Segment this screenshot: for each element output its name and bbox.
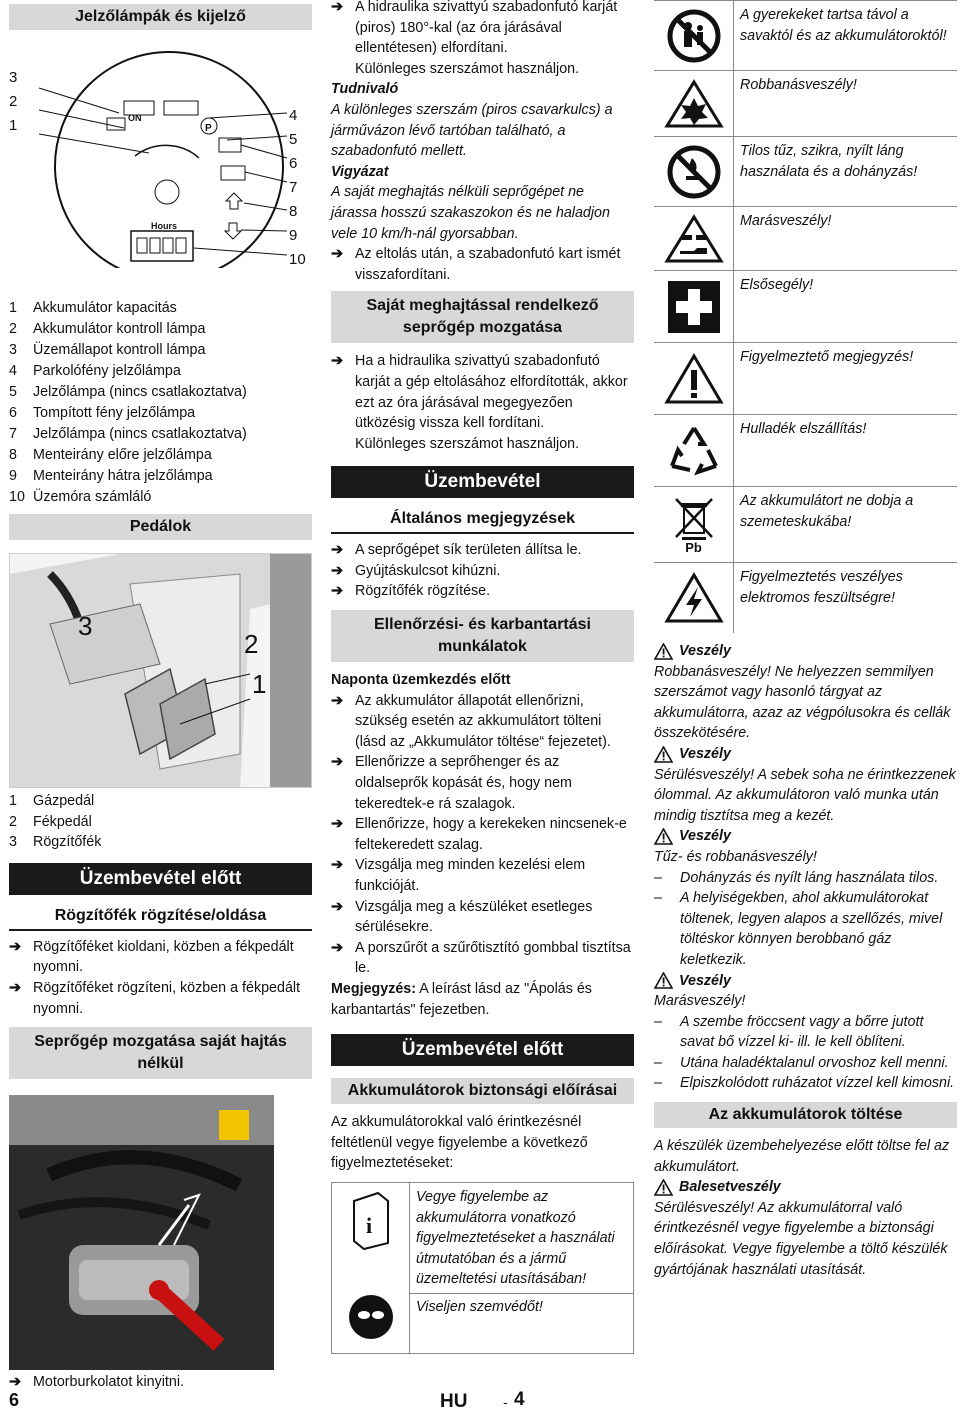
battery-notice-box (331, 1182, 634, 1354)
label-9: 9 (289, 227, 298, 244)
arrow-icon: ➔ (331, 754, 343, 771)
list-item: ➔ Rögzítőfék rögzítése. (331, 581, 634, 602)
label-7: 7 (289, 179, 298, 196)
symbol-row: Tilos tűz, szikra, nyílt láng használata és a dohányzás! (654, 137, 957, 207)
no-fire-icon (654, 137, 734, 206)
high-voltage-icon (654, 563, 734, 633)
column-2 (331, 0, 634, 1354)
section-title-charging: Az akkumulátorok töltése (654, 1102, 957, 1128)
section-title-pedals: Pedálok (9, 514, 312, 540)
symbol-row: Robbanásveszély! (654, 71, 957, 137)
list-item: 8 Menteirány előre jelzőlámpa (9, 447, 212, 463)
footer (0, 1390, 960, 1414)
warning-triangle-icon (654, 643, 673, 660)
list-item: ➔ Vizsgálja meg a készüléket esetleges sérülésekre. (331, 898, 593, 936)
list-item: 1 Akkumulátor kapacitás (9, 300, 177, 316)
list-item: ➔ Motorburkolatot kinyitni. (9, 1372, 312, 1393)
corrosive-icon (654, 207, 734, 270)
arrow-icon: ➔ (331, 816, 343, 833)
motor-photo (9, 1095, 274, 1370)
list-item: – Utána haladéktalanul orvoshoz kell menni. (654, 1054, 949, 1071)
arrow-icon: ➔ (331, 939, 343, 956)
step-note: Különleges szerszámot használjon. (355, 60, 580, 77)
notice-label: Tudnivaló (331, 81, 399, 98)
symbol-row: Figyelmeztető megjegyzés! (654, 343, 957, 415)
list-item: ➔ Ellenőrizze a seprőhenger és az oldalseprők kopását és, hogy nem tekeredtek-e rá szalagok. (331, 754, 572, 812)
motor-photo-drawing (9, 1095, 274, 1370)
label-6: 6 (289, 155, 298, 172)
list-item: 6 Tompított fény jelzőlámpa (9, 405, 196, 421)
symbol-row: A gyerekeket tartsa távol a savaktól és az akkumulátoroktól! (654, 1, 957, 71)
list-item: 9 Menteirány hátra jelzőlámpa (9, 468, 213, 484)
list-item: – Elpiszkolódott ruházatot vízzel kell kimosni. (654, 1075, 955, 1092)
list-item: 10 Üzemóra számláló (9, 489, 152, 505)
label-2: 2 (9, 93, 18, 110)
panel-labels-right (289, 104, 306, 272)
recycling-icon (654, 415, 734, 486)
list-item: ➔ Rögzítőféket kioldani, közben a fékpedált nyomni. (9, 938, 294, 976)
label-1: 1 (9, 117, 18, 134)
list-item: 3 Rögzítőfék (9, 834, 102, 851)
pb-label: Pb (685, 539, 702, 555)
danger-heading: Veszély (654, 641, 957, 662)
page-number: 6 (9, 1390, 20, 1410)
accident-heading: Balesetveszély (654, 1177, 957, 1198)
arrow-icon: ➔ (331, 898, 343, 915)
section-title-maintenance: Ellenőrzési- és karbantartási munkálatok (331, 610, 634, 662)
section-title-before-use-2: Üzembevétel előtt (331, 1034, 634, 1066)
arrow-icon: ➔ (9, 1374, 21, 1391)
section-title-self-drive: Saját meghajtással rendelkező seprőgép mozgatása (331, 291, 634, 343)
arrow-icon: ➔ (331, 0, 343, 15)
danger-heading: Veszély (654, 826, 957, 847)
hours-label: Hours (151, 221, 178, 231)
section-title-indicators: Jelzőlámpák és kijelző (9, 4, 312, 30)
caution-text: A saját meghajtás nélküli seprőgépet ne járassa hosszú szakaszokon és ne haladjon vele 10 km/h-nál gyorsabban. (331, 184, 610, 242)
section-title-battery-safety: Akkumulátorok biztonsági előírásai (331, 1078, 634, 1104)
arrow-icon: ➔ (331, 583, 343, 600)
list-item: – A szembe fröccsent vagy a bőrre jutott savat bő vízzel ki- ill. le kell öblíteni. (654, 1013, 924, 1051)
symbol-row: Pb Az akkumulátort ne dobja a szemeteskukába! (654, 487, 957, 563)
list-item: 2 Fékpedál (9, 813, 92, 830)
danger-text: Tűz- és robbanásveszély! (654, 848, 817, 865)
list-item: ➔ Az akkumulátor állapotát ellenőrizni, szükség esetén az akkumulátort tölteni (lásd az „Akkumulátor töltése“ fejezetet). (331, 692, 611, 750)
danger-text: Robbanásveszély! Ne helyezzen semmilyen szerszámot vagy hasonló tárgyat az akkumulátorra, azaz az végpólusokra és cellák összekötésére. (654, 663, 951, 742)
info-book-icon (332, 1183, 410, 1355)
section-title-move: Seprőgép mozgatása saját hajtás nélkül (9, 1027, 312, 1079)
symbol-row: Marásveszély! (654, 207, 957, 271)
notice-text: A különleges szerszám (piros csavarkulcs) a járművázon lévő tartóban található, a szabadonfutó mellett. (331, 101, 613, 160)
arrow-icon: ➔ (331, 353, 343, 370)
notice-texts: Vegye figyelembe az akkumulátorra vonatkozó figyelmeztetéseket a használati útmutatóban és a jármű üzemeltetési utasításában! Viseljen szemvédőt! (410, 1183, 633, 1353)
list-item: 5 Jelzőlámpa (nincs csatlakoztatva) (9, 384, 247, 400)
caution-label: Vigyázat (331, 163, 389, 180)
indicator-list (9, 298, 312, 508)
list-item: ➔ Rögzítőféket rögzíteni, közben a fékpedált nyomni. (9, 979, 301, 1017)
danger-heading: Veszély (654, 971, 957, 992)
warning-triangle-icon (654, 828, 673, 845)
list-item: ➔ A seprőgépet sík területen állítsa le. (331, 540, 634, 561)
symbol-row: Elsősegély! (654, 271, 957, 343)
list-item: ➔ Az eltolás után, a szabadonfutó kart ismét visszafordítani. (331, 246, 621, 283)
first-aid-icon (654, 271, 734, 342)
on-label: ON (128, 113, 142, 123)
list-item: – A helyiségekben, ahol akkumulátorokat töltenek, legyen alapos a szellőzés, mivel töltéskor könnyen berobbanó gáz keletkezik. (654, 890, 943, 968)
parking-icon: P (205, 123, 212, 134)
section-page-number: 4 (514, 1389, 525, 1410)
keep-children-away-icon (654, 1, 734, 70)
list-item: 3 Üzemállapot kontroll lámpa (9, 342, 206, 358)
warning-triangle-icon (654, 972, 673, 989)
section-title-operation: Üzembevétel (331, 466, 634, 498)
panel-labels-left (9, 66, 17, 138)
warning-icon (654, 343, 734, 414)
label-5: 5 (289, 131, 298, 148)
warning-triangle-icon (654, 1179, 673, 1196)
list-item: 1 Gázpedál (9, 793, 95, 809)
symbol-table (654, 0, 957, 633)
warning-triangle-icon (654, 746, 673, 763)
list-item: ➔ Ellenőrizze, hogy a kerekeken nincsenek-e feltekeredett szalag. (331, 816, 627, 853)
label-8: 8 (289, 203, 298, 220)
dashboard-figure (9, 38, 312, 268)
footer-separator: - (503, 1394, 508, 1410)
notice-icons (332, 1183, 410, 1353)
note: Megjegyzés: A leírást lásd az "Ápolás és karbantartás" fejezetben. (331, 980, 592, 1018)
list-item: 2 Akkumulátor kontroll lámpa (9, 321, 206, 337)
callout-3: 3 (78, 611, 93, 641)
charge-text: A készülék üzembehelyezése előtt töltse fel az akkumulátort. (654, 1138, 950, 1175)
arrow-icon: ➔ (331, 692, 343, 709)
subsection-parking-brake: Rögzítőfék rögzítése/oldása (9, 903, 312, 931)
column-1 (9, 0, 312, 1393)
section-title-before-use: Üzembevétel előtt (9, 863, 312, 895)
step-note: Különleges szerszámot használjon. (355, 435, 580, 452)
parking-brake-steps (9, 937, 312, 1019)
arrow-icon: ➔ (331, 246, 343, 263)
callout-1: 1 (252, 669, 267, 699)
list-item: ➔ Ha a hidraulika szivattyú szabadonfutó karját a gép eltolásához elfordították, akkor ezt az óra járásával megegyezően ütközésig vissza kell fordítani. (331, 353, 628, 432)
list-item: ➔ A porszűrőt a szűrőtisztító gombbal tisztítsa le. (331, 939, 631, 977)
list-item: ➔ A hidraulika szivattyú szabadonfutó karját (piros) 180°-kal (az óra járásával ellentétesen) elfordítani. (331, 0, 634, 59)
danger-text: Marásveszély! (654, 993, 746, 1010)
battery-intro: Az akkumulátorokkal való érintkezésnél feltétlenül vegye figyelembe a következő figyelmeztetéseket: (331, 1114, 588, 1172)
pedal-list (9, 791, 312, 853)
column-3 (654, 0, 957, 1280)
daily-label: Naponta üzemkezdés előtt (331, 672, 511, 689)
list-item: – Dohányzás és nyílt láng használata tilos. (654, 869, 939, 886)
arrow-icon: ➔ (331, 857, 343, 874)
explosion-icon (654, 71, 734, 136)
symbol-row: Figyelmeztetés veszélyes elektromos feszültségre! (654, 563, 957, 633)
list-item: 7 Jelzőlámpa (nincs csatlakoztatva) (9, 426, 247, 442)
arrow-icon: ➔ (331, 562, 343, 579)
arrow-icon: ➔ (9, 979, 21, 996)
list-item: 4 Parkolófény jelzőlámpa (9, 363, 181, 379)
danger-heading: Veszély (654, 744, 957, 765)
accident-text: Sérülésveszély! Az akkumulátorral való érintkezésnél vegye figyelembe a biztonsági előírásokat. Vegye figyelembe a töltő készülék gyártójának használati utasítását. (654, 1199, 948, 1278)
arrow-icon: ➔ (331, 542, 343, 559)
symbol-row: Hulladék elszállítás! (654, 415, 957, 487)
subsection-general: Általános megjegyzések (331, 506, 634, 534)
no-trash-bin-icon (654, 487, 734, 562)
general-steps (331, 540, 634, 602)
label-4: 4 (289, 107, 298, 124)
svg-text:i: i (366, 1212, 373, 1238)
pedals-drawing (10, 554, 312, 788)
arrow-icon: ➔ (9, 938, 21, 955)
callout-2: 2 (244, 629, 259, 659)
label-10: 10 (289, 251, 306, 268)
list-item: ➔ Gyújtáskulcsot kihúzni. (331, 561, 634, 582)
daily-steps (331, 691, 634, 979)
language-code: HU (440, 1391, 468, 1412)
list-item: ➔ Vizsgálja meg minden kezelési elem funkcióját. (331, 857, 586, 894)
danger-text: Sérülésveszély! A sebek soha ne érintkezzenek ólommal. Az akkumulátoron való munka után mindig tisztítsa meg a kezét. (654, 766, 956, 824)
label-3: 3 (9, 69, 18, 86)
pedals-figure (9, 553, 312, 788)
